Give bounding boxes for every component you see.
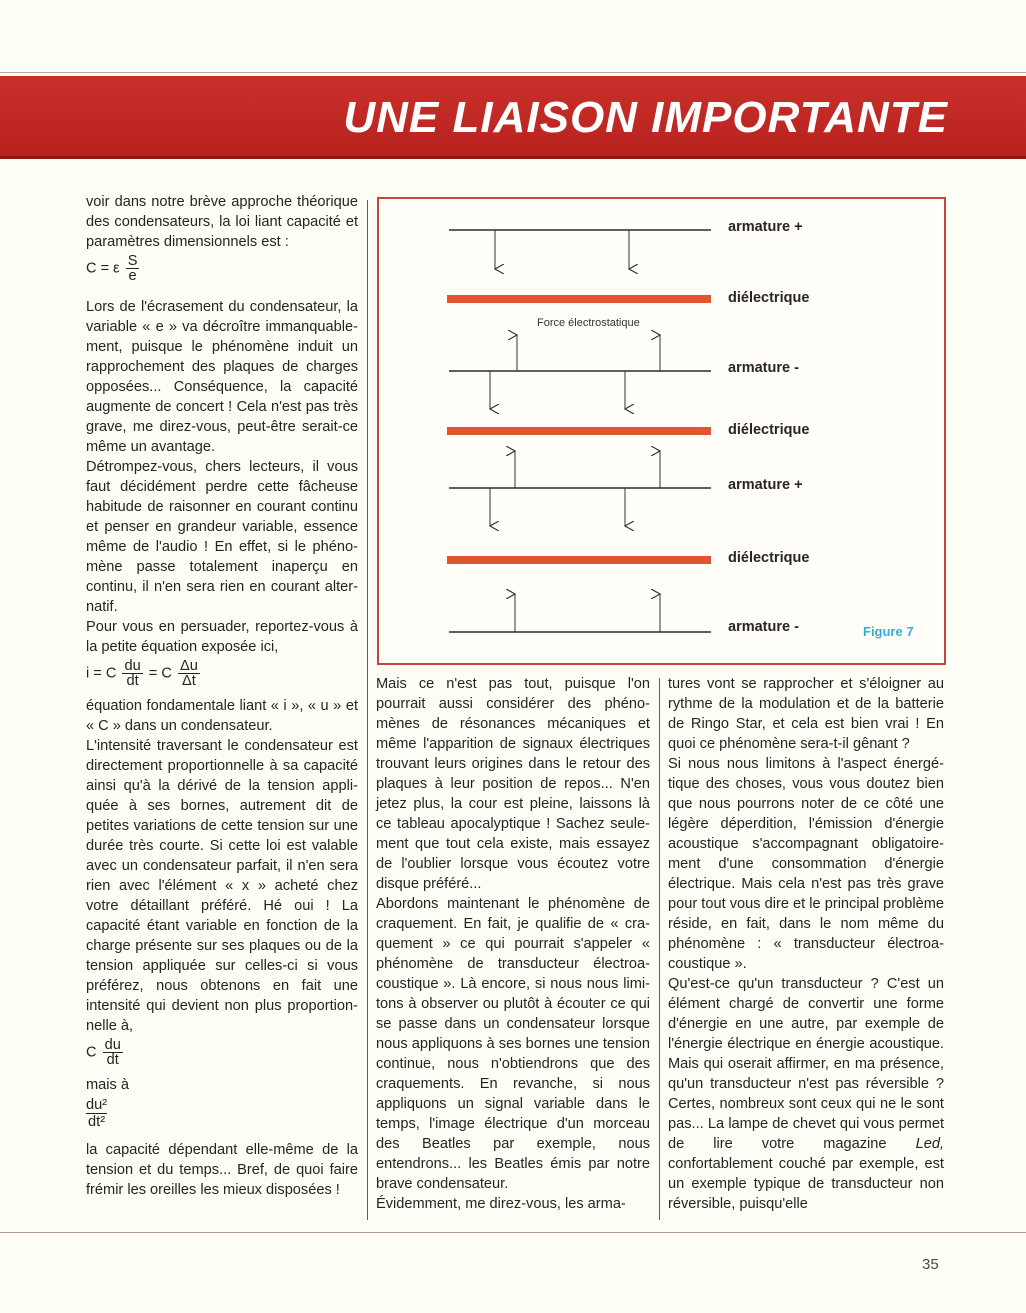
layer-label: diélectrique: [728, 290, 810, 306]
paragraph: Mais ce n'est pas tout, puisque l'on pourrait aussi considérer des phénomènes de résonances mécaniques et même l'apparition de signaux électriques trouvant leurs origines dans le retour des plaques à leur position de repos... N'en jetez plus, la cour est pleine, laissons là ce tableau apocalyptique ! Sachez seulement que tout cela existe, mais essayez de l'oublier lorsque vous écoutez votre disque préféré...: [376, 676, 650, 892]
fraction: [178, 659, 200, 688]
paragraph: Détrompez-vous, chers lecteurs, il vous faut décidément perdre cette fâcheuse habitude de raisonner en courant continu et penser en grandeur variable, essence même de l'audio ! En effet, si le phénomène passe totalement inaperçu en continu, il n'en sera rien en courant alternatif.: [86, 459, 358, 615]
fraction-denominator: Δt: [182, 673, 196, 689]
page-number: 35: [922, 1256, 939, 1273]
text-column-3: [668, 674, 944, 1214]
fraction-numerator: du: [124, 658, 141, 674]
column-divider: [659, 678, 660, 1220]
equation-second-derivative: [86, 1097, 358, 1132]
figure-7: [377, 197, 946, 665]
capacitor-diagram: [379, 199, 944, 663]
paragraph-text: confortablement couché par exemple, est un exemple typique de transducteur non réversible, puisqu'elle: [668, 1156, 944, 1212]
text-column-1: [86, 192, 358, 1200]
equation-proportional: [86, 1038, 358, 1067]
equation-current: [86, 659, 358, 688]
paragraph: [668, 974, 944, 1214]
dielectric-layer: [447, 427, 711, 435]
column-divider: [367, 200, 368, 1220]
equation-part: = C: [148, 665, 172, 682]
layer-label: armature -: [728, 360, 799, 376]
magazine-name: Led,: [915, 1136, 944, 1152]
dielectric-layer: [447, 295, 711, 303]
paragraph: tures vont se rapprocher et s'éloigner au rythme de la modulation et de la batterie de Ringo Star, et cela est bien vrai ! En quoi ce phénomène sera-t-il gênant ?: [668, 676, 944, 752]
force-label: Force électrostatique: [537, 317, 640, 329]
paragraph: équation fondamentale liant « i », « u » et « C » dans un condensateur.: [86, 698, 358, 734]
equation-part: C: [86, 1044, 97, 1061]
fraction-numerator: Δu: [179, 658, 198, 674]
fraction-denominator: e: [128, 268, 137, 284]
text-column-2: [376, 674, 650, 1214]
equation-capacity: [86, 254, 358, 283]
paragraph: Lors de l'écrasement du condensateur, la variable « e » va décroître immanquablement, puisque le phénomène induit un rapprochement des plaques de charges opposées... Conséquence, la capacité augmente de concert ! Cela n'est pas très grave, me direz-vous, peut-être serait-ce même un avantage.: [86, 299, 358, 455]
fraction: [86, 1097, 107, 1130]
equation-lhs: C = ε: [86, 260, 120, 277]
fraction-denominator: dt: [126, 673, 139, 689]
paragraph: Si nous nous limitons à l'aspect énergétique des choses, vous vous doutez bien que nous pourrons noter de ce côté une légère déperdition, l'émission d'énergie acoustique s'accompagnant obligatoirement d'une consommation d'énergie électrique. Mais cela n'est pas très grave pour tout vous dire et le principal problème réside, en fait, dans le nom même du phénomène : « transducteur électroacoustique ».: [668, 756, 944, 972]
paragraph-text: Qu'est-ce qu'un transducteur ? C'est un élément chargé de convertir une forme d'énergie en une autre, par exemple de l'énergie électrique en énergie acoustique. Mais qui oserait affirmer, en ma présence, qu'un transducteur n'est pas réversible ? Certes, nombreux sont ceux qui ne le sont pas... La lampe de chevet qui vous permet de lire votre magazine: [668, 976, 944, 1152]
dielectric-layer: [447, 556, 711, 564]
paragraph: L'intensité traversant le condensateur est directement proportionnelle à sa capacité ainsi qu'à la dérivé de la tension appliquée à ses bornes, autrement dit de petites variations de cette tension sur une durée très courte. Si cette loi est valable avec un condensateur parfait, il n'en sera rien avec l'élément « x » acheté chez votre détaillant préféré. Hé oui ! La capacité étant variable en fonction de la charge présente sur ses plaques ou de la tension appliquée sur celles-ci si vous préférez, nous obtenons en fait une intensité qui devient non plus proportionnelle à,: [86, 738, 358, 1034]
fraction-numerator: du: [104, 1037, 121, 1053]
fraction: [103, 1038, 123, 1067]
paragraph: mais à: [86, 1077, 129, 1093]
fraction: [122, 659, 142, 688]
equation-part: i = C: [86, 665, 117, 682]
page-title: UNE LIAISON IMPORTANTE: [343, 93, 948, 142]
fraction-numerator: S: [127, 253, 138, 269]
layer-label: diélectrique: [728, 550, 810, 566]
top-rule: [0, 72, 1026, 73]
fraction-numerator: du²: [86, 1097, 108, 1113]
layer-label: armature +: [728, 219, 803, 235]
fraction-denominator: dt²: [88, 1114, 106, 1130]
layer-label: armature +: [728, 477, 803, 493]
paragraph: la capacité dépendant elle-même de la tension et du temps... Bref, de quoi faire frémir les oreilles les mieux disposées !: [86, 1142, 358, 1198]
figure-caption: Figure 7: [863, 624, 914, 639]
paragraph: Évidemment, me direz-vous, les arma-: [376, 1196, 626, 1212]
paragraph: Pour vous en persuader, reportez-vous à la petite équation exposée ici,: [86, 619, 358, 655]
paragraph: Abordons maintenant le phénomène de craquement. En fait, je qualifie de « craquement » ce qui pourrait s'appeler « phénomène de transducteur électroacoustique ». Là encore, si nous nous limitons à observer ou plutôt à écouter ce qui se passe dans un condensateur lorsque nous appliquons à ses bornes une tension continue, nous n'obtiendrons que des craquements. En revanche, si nous appliquons un signal variable dans le temps, l'image électrique d'un morceau des Beatles par exemple, nous entendrons... les Beatles émis par notre brave condensateur.: [376, 896, 650, 1192]
fraction-denominator: dt: [106, 1052, 119, 1068]
paragraph: voir dans notre brève approche théorique des condensateurs, la loi liant capacité et paramètres dimensionnels est :: [86, 194, 358, 250]
layer-label: diélectrique: [728, 422, 810, 438]
layer-label: armature -: [728, 619, 799, 635]
fraction: [126, 254, 140, 283]
bottom-rule: [0, 1232, 1026, 1233]
